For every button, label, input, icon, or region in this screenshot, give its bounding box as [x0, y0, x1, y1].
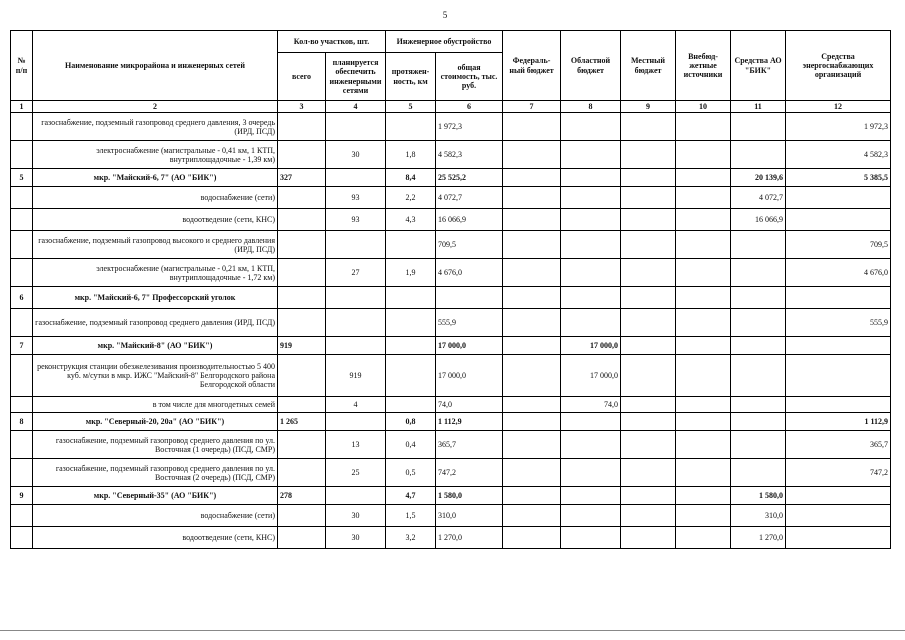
- cell-regional: [561, 231, 621, 259]
- cell-num: [11, 259, 33, 287]
- cell-planned: 4: [326, 397, 386, 413]
- cell-offbudget: [676, 231, 731, 259]
- cell-planned: [326, 169, 386, 187]
- cell-energy: 365,7: [786, 431, 891, 459]
- cell-cost: 365,7: [436, 431, 503, 459]
- cell-federal: [503, 459, 561, 487]
- cell-num: 8: [11, 413, 33, 431]
- cell-regional: [561, 187, 621, 209]
- cell-name: мкр. "Майский-6, 7" Профессорский уголок: [33, 287, 278, 309]
- cell-federal: [503, 187, 561, 209]
- cell-length: [386, 397, 436, 413]
- cell-length: [386, 113, 436, 141]
- cell-regional: [561, 413, 621, 431]
- cell-length: [386, 355, 436, 397]
- cell-num: [11, 141, 33, 169]
- cell-name: газоснабжение, подземный газопровод среднего давления (ИРД, ПСД): [33, 309, 278, 337]
- cell-total: [278, 141, 326, 169]
- cell-federal: [503, 259, 561, 287]
- cell-federal: [503, 169, 561, 187]
- cell-name: водоснабжение (сети): [33, 505, 278, 527]
- header-federal: Федераль-ный бюджет: [503, 31, 561, 101]
- cell-energy: [786, 209, 891, 231]
- cell-offbudget: [676, 287, 731, 309]
- cell-planned: 919: [326, 355, 386, 397]
- cell-offbudget: [676, 413, 731, 431]
- cell-name: водоотведение (сети, КНС): [33, 527, 278, 549]
- cell-federal: [503, 527, 561, 549]
- cell-bik: 4 072,7: [731, 187, 786, 209]
- cell-total: [278, 459, 326, 487]
- cell-bik: [731, 231, 786, 259]
- cell-offbudget: [676, 259, 731, 287]
- cell-federal: [503, 431, 561, 459]
- cell-total: [278, 231, 326, 259]
- section-row: [11, 287, 891, 309]
- cell-num: 9: [11, 487, 33, 505]
- cell-name: газоснабжение, подземный газопровод среднего давления по ул. Восточная (1 очередь) (ПСД, СМР): [33, 431, 278, 459]
- cell-bik: [731, 337, 786, 355]
- cell-energy: 5 385,5: [786, 169, 891, 187]
- column-index-cell: 5: [386, 101, 436, 113]
- cell-local: [621, 309, 676, 337]
- cell-name: электроснабжение (магистральные - 0,41 км, 1 КТП, внутриплощадочные - 1,39 км): [33, 141, 278, 169]
- cell-bik: [731, 397, 786, 413]
- cell-offbudget: [676, 431, 731, 459]
- cell-local: [621, 487, 676, 505]
- cell-regional: 17 000,0: [561, 355, 621, 397]
- cell-length: [386, 231, 436, 259]
- cell-cost: 17 000,0: [436, 337, 503, 355]
- cell-total: [278, 113, 326, 141]
- cell-offbudget: [676, 459, 731, 487]
- cell-length: 0,5: [386, 459, 436, 487]
- cell-bik: [731, 309, 786, 337]
- cell-total: [278, 287, 326, 309]
- cell-planned: 13: [326, 431, 386, 459]
- cell-local: [621, 397, 676, 413]
- page-number: 5: [442, 10, 448, 20]
- header-offbudget: Внебюд-жетные источники: [676, 31, 731, 101]
- cell-regional: [561, 141, 621, 169]
- cell-bik: 310,0: [731, 505, 786, 527]
- table-row: [11, 397, 891, 413]
- cell-total: 1 265: [278, 413, 326, 431]
- cell-cost: 74,0: [436, 397, 503, 413]
- cell-length: [386, 287, 436, 309]
- table-row: [11, 187, 891, 209]
- cell-name: газоснабжение, подземный газопровод высокого и среднего давления (ИРД, ПСД): [33, 231, 278, 259]
- cell-cost: 1 972,3: [436, 113, 503, 141]
- table-row: [11, 505, 891, 527]
- cell-length: 1,9: [386, 259, 436, 287]
- cell-bik: 1 580,0: [731, 487, 786, 505]
- section-row: [11, 169, 891, 187]
- cell-num: [11, 209, 33, 231]
- cell-planned: [326, 413, 386, 431]
- cell-local: [621, 287, 676, 309]
- cell-local: [621, 527, 676, 549]
- column-index-cell: 6: [436, 101, 503, 113]
- cell-num: [11, 309, 33, 337]
- funding-table: [10, 30, 891, 549]
- cell-bik: [731, 355, 786, 397]
- column-index-cell: 2: [33, 101, 278, 113]
- cell-bik: [731, 113, 786, 141]
- cell-local: [621, 141, 676, 169]
- cell-length: 1,8: [386, 141, 436, 169]
- cell-total: [278, 309, 326, 337]
- cell-cost: 25 525,2: [436, 169, 503, 187]
- cell-regional: [561, 259, 621, 287]
- cell-length: 0,8: [386, 413, 436, 431]
- cell-energy: 555,9: [786, 309, 891, 337]
- cell-local: [621, 187, 676, 209]
- cell-local: [621, 337, 676, 355]
- cell-energy: 1 972,3: [786, 113, 891, 141]
- cell-planned: [326, 231, 386, 259]
- cell-energy: [786, 337, 891, 355]
- cell-energy: [786, 487, 891, 505]
- cell-bik: 20 139,6: [731, 169, 786, 187]
- table-row: [11, 141, 891, 169]
- cell-cost: 16 066,9: [436, 209, 503, 231]
- table-row: [11, 431, 891, 459]
- cell-energy: [786, 287, 891, 309]
- cell-total: [278, 397, 326, 413]
- cell-total: [278, 209, 326, 231]
- header-plots-planned: планируется обеспечить инженерными сетями: [326, 53, 386, 101]
- cell-federal: [503, 231, 561, 259]
- cell-local: [621, 231, 676, 259]
- cell-offbudget: [676, 355, 731, 397]
- cell-offbudget: [676, 397, 731, 413]
- cell-bik: [731, 459, 786, 487]
- cell-planned: 30: [326, 527, 386, 549]
- cell-name: мкр. "Северный-20, 20а" (АО "БИК"): [33, 413, 278, 431]
- cell-energy: 4 582,3: [786, 141, 891, 169]
- cell-num: [11, 355, 33, 397]
- cell-local: [621, 209, 676, 231]
- header-plots-total: всего: [278, 53, 326, 101]
- cell-regional: [561, 113, 621, 141]
- cell-cost: 310,0: [436, 505, 503, 527]
- cell-total: [278, 187, 326, 209]
- cell-length: 3,2: [386, 527, 436, 549]
- cell-federal: [503, 505, 561, 527]
- cell-num: [11, 113, 33, 141]
- cell-num: 7: [11, 337, 33, 355]
- cell-offbudget: [676, 337, 731, 355]
- cell-num: 6: [11, 287, 33, 309]
- cell-offbudget: [676, 209, 731, 231]
- cell-num: 5: [11, 169, 33, 187]
- cell-planned: [326, 337, 386, 355]
- cell-total: 278: [278, 487, 326, 505]
- header-name: Наименование микрорайона и инженерных сетей: [33, 31, 278, 101]
- cell-planned: [326, 113, 386, 141]
- cell-regional: [561, 309, 621, 337]
- cell-regional: [561, 487, 621, 505]
- cell-regional: [561, 431, 621, 459]
- cell-local: [621, 431, 676, 459]
- cell-planned: [326, 309, 386, 337]
- cell-bik: [731, 141, 786, 169]
- header-num: № п/п: [11, 31, 33, 101]
- cell-planned: [326, 487, 386, 505]
- header-regional: Областной бюджет: [561, 31, 621, 101]
- cell-planned: [326, 287, 386, 309]
- cell-offbudget: [676, 309, 731, 337]
- section-row: [11, 413, 891, 431]
- cell-cost: 17 000,0: [436, 355, 503, 397]
- cell-planned: 27: [326, 259, 386, 287]
- cell-energy: 747,2: [786, 459, 891, 487]
- cell-name: мкр. "Майский-8" (АО "БИК"): [33, 337, 278, 355]
- column-index-cell: 12: [786, 101, 891, 113]
- cell-federal: [503, 141, 561, 169]
- cell-num: [11, 187, 33, 209]
- cell-regional: 74,0: [561, 397, 621, 413]
- cell-energy: [786, 355, 891, 397]
- header-length: протяжен-ность, км: [386, 53, 436, 101]
- cell-federal: [503, 113, 561, 141]
- cell-total: 919: [278, 337, 326, 355]
- cell-local: [621, 355, 676, 397]
- cell-local: [621, 113, 676, 141]
- table-row: [11, 209, 891, 231]
- column-index-cell: 9: [621, 101, 676, 113]
- cell-bik: [731, 431, 786, 459]
- page-edge-line: [0, 630, 905, 631]
- cell-energy: [786, 397, 891, 413]
- column-index-cell: 4: [326, 101, 386, 113]
- cell-cost: 747,2: [436, 459, 503, 487]
- cell-cost: [436, 287, 503, 309]
- cell-name: водоотведение (сети, КНС): [33, 209, 278, 231]
- table-row: [11, 259, 891, 287]
- cell-energy: [786, 527, 891, 549]
- cell-planned: 25: [326, 459, 386, 487]
- cell-bik: [731, 259, 786, 287]
- cell-offbudget: [676, 527, 731, 549]
- cell-cost: 4 676,0: [436, 259, 503, 287]
- cell-name: газоснабжение, подземный газопровод среднего давления, 3 очередь (ИРД, ПСД): [33, 113, 278, 141]
- cell-offbudget: [676, 113, 731, 141]
- header-plots-group: Кол-во участков, шт.: [278, 31, 386, 53]
- cell-bik: [731, 287, 786, 309]
- cell-federal: [503, 413, 561, 431]
- cell-offbudget: [676, 141, 731, 169]
- cell-total: [278, 431, 326, 459]
- header-energy: Средства энергоснабжающих организаций: [786, 31, 891, 101]
- cell-planned: 30: [326, 141, 386, 169]
- cell-length: 1,5: [386, 505, 436, 527]
- cell-cost: 709,5: [436, 231, 503, 259]
- cell-regional: [561, 169, 621, 187]
- cell-num: [11, 231, 33, 259]
- cell-num: [11, 431, 33, 459]
- cell-name: электроснабжение (магистральные - 0,21 км, 1 КТП, внутриплощадочные - 1,72 км): [33, 259, 278, 287]
- cell-offbudget: [676, 487, 731, 505]
- cell-cost: 4 072,7: [436, 187, 503, 209]
- table-row: [11, 459, 891, 487]
- cell-total: [278, 355, 326, 397]
- cell-bik: 1 270,0: [731, 527, 786, 549]
- cell-name: мкр. "Майский-6, 7" (АО "БИК"): [33, 169, 278, 187]
- cell-length: [386, 337, 436, 355]
- cell-federal: [503, 337, 561, 355]
- cell-cost: 4 582,3: [436, 141, 503, 169]
- section-row: [11, 337, 891, 355]
- cell-num: [11, 459, 33, 487]
- cell-name: реконструкция станции обезжелезивания производительностью 5 400 куб. м/сутки в мкр. ИЖС "Майский-8" Белгородского района Белгородской области: [33, 355, 278, 397]
- cell-cost: 1 580,0: [436, 487, 503, 505]
- cell-regional: [561, 527, 621, 549]
- table-row: [11, 231, 891, 259]
- header-local: Местный бюджет: [621, 31, 676, 101]
- cell-federal: [503, 397, 561, 413]
- header-bik: Средства АО "БИК": [731, 31, 786, 101]
- cell-num: [11, 527, 33, 549]
- cell-bik: 16 066,9: [731, 209, 786, 231]
- cell-offbudget: [676, 187, 731, 209]
- cell-total: [278, 527, 326, 549]
- cell-length: 2,2: [386, 187, 436, 209]
- column-index-row: [11, 101, 891, 113]
- column-index-cell: 1: [11, 101, 33, 113]
- cell-planned: 30: [326, 505, 386, 527]
- cell-local: [621, 169, 676, 187]
- column-index-cell: 7: [503, 101, 561, 113]
- column-index-cell: 11: [731, 101, 786, 113]
- cell-energy: 1 112,9: [786, 413, 891, 431]
- cell-length: 4,7: [386, 487, 436, 505]
- table-row: [11, 309, 891, 337]
- cell-federal: [503, 309, 561, 337]
- cell-length: 8,4: [386, 169, 436, 187]
- cell-local: [621, 459, 676, 487]
- cell-length: 0,4: [386, 431, 436, 459]
- column-index-cell: 8: [561, 101, 621, 113]
- cell-name: газоснабжение, подземный газопровод среднего давления по ул. Восточная (2 очередь) (ПСД, СМР): [33, 459, 278, 487]
- cell-energy: [786, 187, 891, 209]
- cell-federal: [503, 355, 561, 397]
- cell-regional: [561, 209, 621, 231]
- cell-planned: 93: [326, 187, 386, 209]
- column-index-cell: 10: [676, 101, 731, 113]
- column-index-cell: 3: [278, 101, 326, 113]
- cell-total: [278, 259, 326, 287]
- cell-name: водоснабжение (сети): [33, 187, 278, 209]
- cell-total: [278, 505, 326, 527]
- cell-bik: [731, 413, 786, 431]
- cell-length: [386, 309, 436, 337]
- cell-energy: [786, 505, 891, 527]
- cell-total: 327: [278, 169, 326, 187]
- cell-local: [621, 413, 676, 431]
- table-row: [11, 355, 891, 397]
- cell-local: [621, 259, 676, 287]
- cell-regional: 17 000,0: [561, 337, 621, 355]
- cell-cost: 1 112,9: [436, 413, 503, 431]
- table-body: [11, 113, 891, 549]
- table-row: [11, 527, 891, 549]
- cell-regional: [561, 459, 621, 487]
- cell-offbudget: [676, 169, 731, 187]
- cell-federal: [503, 209, 561, 231]
- cell-name: мкр. "Северный-35" (АО "БИК"): [33, 487, 278, 505]
- header-engineering-group: Инженерное обустройство: [386, 31, 503, 53]
- cell-federal: [503, 287, 561, 309]
- cell-length: 4,3: [386, 209, 436, 231]
- cell-regional: [561, 505, 621, 527]
- section-row: [11, 487, 891, 505]
- cell-planned: 93: [326, 209, 386, 231]
- cell-energy: 4 676,0: [786, 259, 891, 287]
- table-row: [11, 113, 891, 141]
- cell-cost: 555,9: [436, 309, 503, 337]
- header-cost: общая стоимость, тыс. руб.: [436, 53, 503, 101]
- cell-name: в том числе для многодетных семей: [33, 397, 278, 413]
- cell-energy: 709,5: [786, 231, 891, 259]
- cell-offbudget: [676, 505, 731, 527]
- cell-regional: [561, 287, 621, 309]
- cell-cost: 1 270,0: [436, 527, 503, 549]
- cell-local: [621, 505, 676, 527]
- cell-federal: [503, 487, 561, 505]
- cell-num: [11, 505, 33, 527]
- cell-num: [11, 397, 33, 413]
